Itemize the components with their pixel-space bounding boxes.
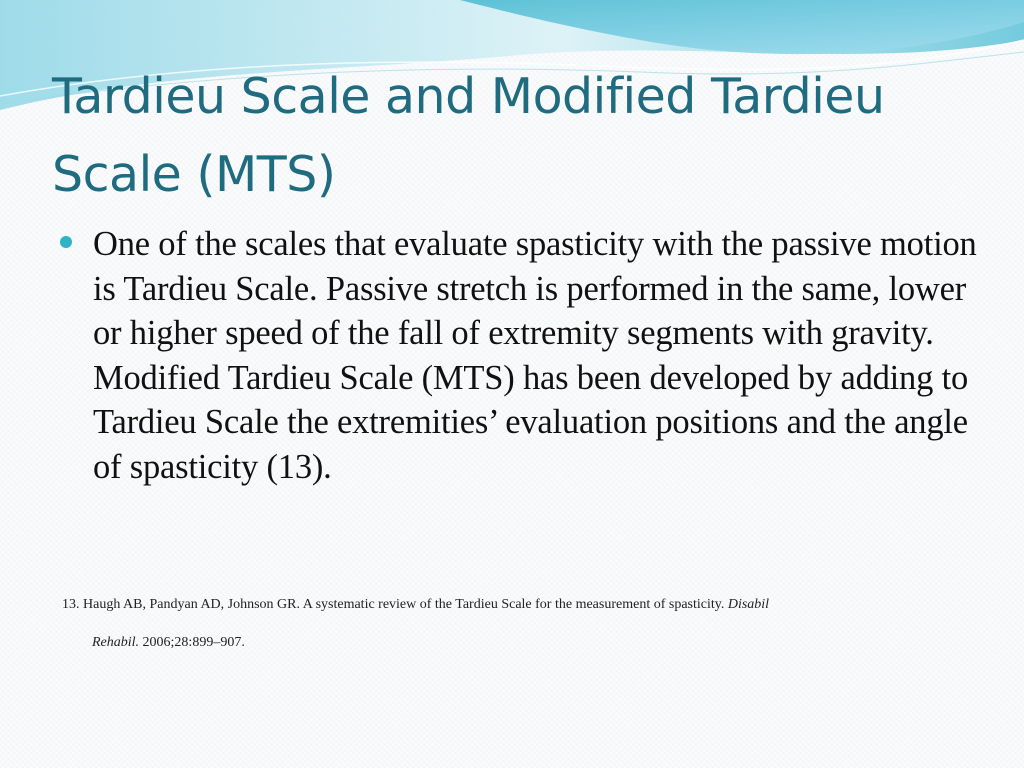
slide-title: Tardieu Scale and Modified Tardieu Scale (MTS) [52,68,885,203]
bullet-dot-icon [60,236,72,248]
bullet-text: One of the scales that evaluate spasticity with the passive motion is Tardieu Scale. Passive stretch is performed in the same, lower or higher speed of the fall of extremity segments with gravity. Modified Tardieu Scale (MTS) has been developed by adding to Tardieu Scale the extremities’ evaluation positions and the angle of spasticity (13). [93,225,977,486]
reference-journal-part2: Rehabil. [92,635,140,650]
bullet-list [60,222,985,489]
reference-citation [62,586,962,662]
reference-details: 2006;28:899–907. [142,635,245,650]
reference-authors-title: 13. Haugh AB, Pandyan AD, Johnson GR. A systematic review of the Tardieu Scale for the measurement of spasticity. [62,597,725,612]
bullet-item [60,222,985,489]
reference-journal-part1: Disabil [727,597,770,612]
